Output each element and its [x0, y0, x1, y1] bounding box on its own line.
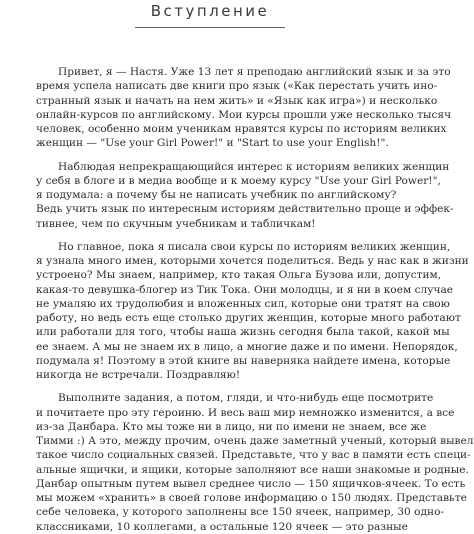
body-text: [36, 65, 474, 534]
text-line: не умаляю их трудолюбия и вложенных сил, которые они тратят на свою: [36, 297, 450, 310]
text-line: человек, особенно моим ученикам нравятся курсы по историям великих: [36, 123, 447, 135]
text-line: классниками, 10 коллегами, а остальные 120 ячеек — это разные: [36, 520, 408, 533]
text-line: ее знаем. А мы не знаем их в лицо, а многие даже и по имени. Непорядок,: [36, 340, 458, 353]
text-line: Выполните задания, а потом, гляди, и что-нибудь еще посмотрите: [58, 392, 434, 405]
text-line: или работали для того, чтобы наша жизнь сегодня была такой, какой мы: [36, 326, 450, 339]
text-line: такое число социальных связей. Представьте, что у вас в памяти есть специ-: [36, 449, 471, 462]
paragraph: [36, 160, 454, 231]
text-line: мы можем «хранить» в своей голове информацию о 150 людях. Представьте: [36, 492, 467, 504]
text-line: устроено? Мы знаем, например, кто такая Ольга Бузова или, допустим,: [36, 269, 442, 282]
text-line: Но главное, пока я писала свои курсы по историям великих женщин,: [58, 240, 451, 253]
text-line: никогда не встречали. Поздравляю!: [36, 369, 241, 381]
paragraph: [36, 240, 469, 383]
text-line: и почитаете про эту героиню. И весь ваш мир немножко изменится, а все: [36, 406, 455, 419]
text-line: альные ящички, и ящики, которые заполняют все наши знакомые и родные.: [36, 463, 469, 476]
text-line: я подумала: а почему бы не написать учебник по английскому?: [36, 189, 397, 201]
text-line: себе человека, у которого заполнены все 150 ячеек, например, 30 одно-: [36, 506, 445, 519]
text-line: онлайн-курсов по английскому. Мои курсы прошли уже несколько тысяч: [36, 108, 452, 121]
text-line: из-за Данбара. Кто мы тоже ни в лицо, ни по имени не знаем, все же: [36, 420, 427, 433]
paragraph: [36, 65, 452, 151]
section-title: Вступление: [150, 2, 270, 20]
text-line: женщин — "Use your Girl Power!" и "Start to use your English!".: [36, 137, 389, 150]
text-line: тивнее, чем по скучным учебникам и табличкам!: [36, 217, 316, 230]
text-line: работу, но ведь есть еще столько других женщин, которые много работают: [36, 312, 461, 324]
text-line: у себя в блоге и в медиа вообще и к моему курсу "Use your Girl Power!",: [36, 174, 441, 187]
text-line: Ведь учить язык по интересным историям действительно проще и эффек-: [36, 203, 454, 216]
text-line: время успела написать две книги про язык («Как перестать учить ино-: [36, 80, 438, 93]
text-line: я узнала много имен, которыми хочется поделиться. Ведь у нас как в жизни: [36, 255, 469, 267]
text-line: странный язык и начать на нем жить» и «Язык как игра») и несколько: [36, 94, 438, 107]
text-line: Данбар опытным путем вывел среднее число — 150 ящичков-ячеек. То есть: [36, 477, 466, 490]
text-line: какая-то девушка-блогер из Тик Тока. Они молодцы, и я ни в коем случае: [36, 283, 454, 296]
text-line: Наблюдая непрекращающийся интерес к историям великих женщин: [58, 160, 450, 173]
title-underline: [135, 27, 285, 28]
text-line: Привет, я — Настя. Уже 13 лет я преподаю английский язык и за это: [58, 66, 451, 78]
text-line: Тимми :) А это, между прочим, очень даже заметный ученый, который вывел: [36, 435, 474, 447]
paragraph: [36, 391, 474, 534]
text-line: подумала я! Поэтому в этой книге вы наверняка найдете имена, которые: [36, 354, 451, 367]
